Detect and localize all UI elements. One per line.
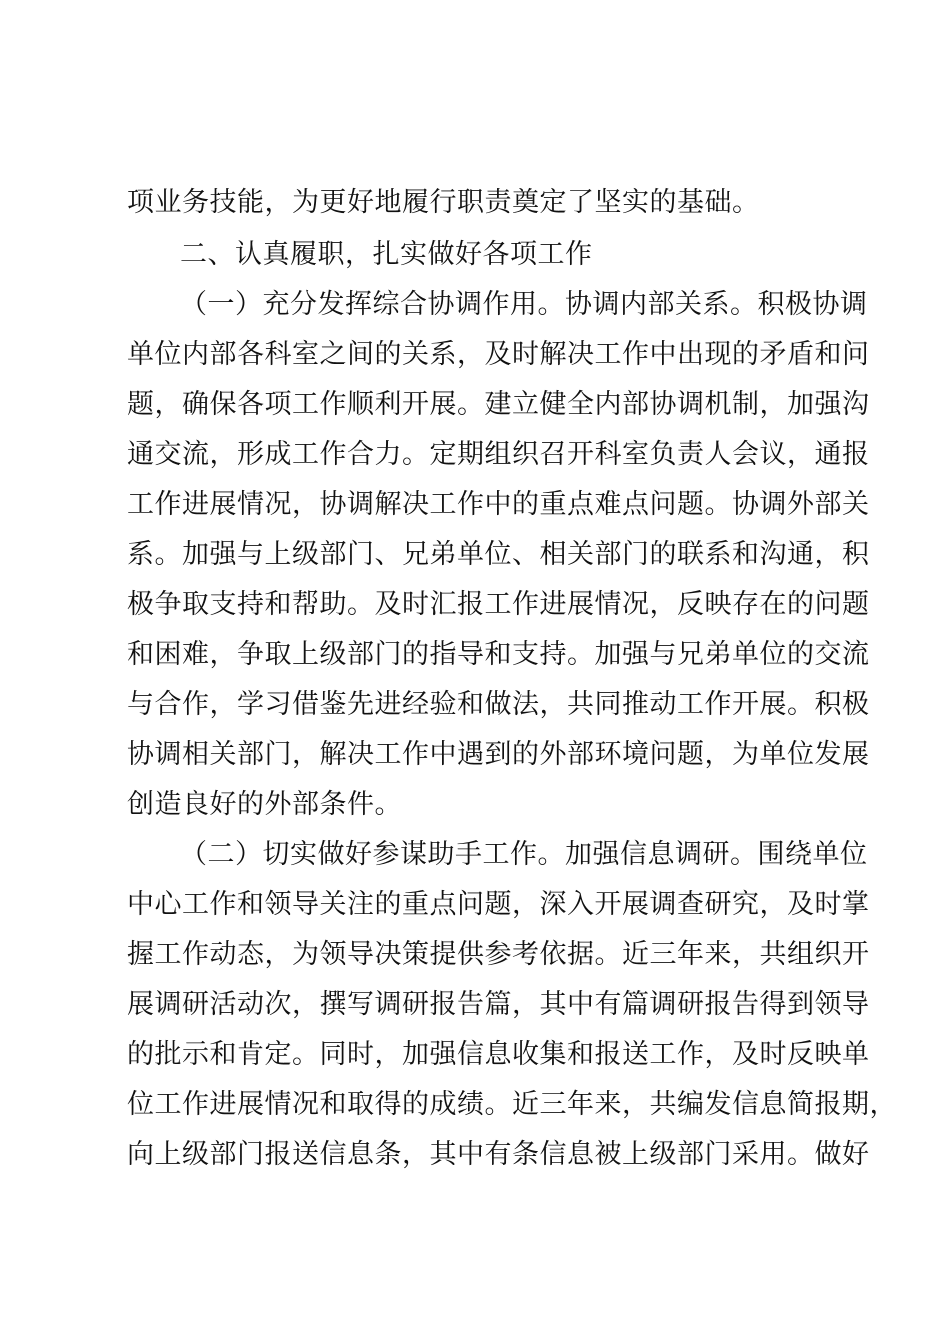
body-text-line: 极争取支持和帮助。及时汇报工作进展情况，反映存在的问题 xyxy=(127,589,870,620)
body-text-line: 的批示和肯定。同时，加强信息收集和报送工作，及时反映单 xyxy=(127,1039,870,1070)
section-heading: 二、认真履职，扎实做好各项工作 xyxy=(180,239,593,270)
body-text-line: 单位内部各科室之间的关系，及时解决工作中出现的矛盾和问 xyxy=(127,339,870,370)
body-text-line: 和困难，争取上级部门的指导和支持。加强与兄弟单位的交流 xyxy=(127,639,870,670)
body-text-line: 展调研活动次，撰写调研报告篇，其中有篇调研报告得到领导 xyxy=(127,989,870,1020)
body-text-line: 题，确保各项工作顺利开展。建立健全内部协调机制，加强沟 xyxy=(127,389,870,420)
body-text-line: 工作进展情况，协调解决工作中的重点难点问题。协调外部关 xyxy=(127,489,870,520)
body-text-line: 通交流，形成工作合力。定期组织召开科室负责人会议，通报 xyxy=(127,439,870,470)
body-text-line: 系。加强与上级部门、兄弟单位、相关部门的联系和沟通，积 xyxy=(127,539,870,570)
body-text-line: 握工作动态，为领导决策提供参考依据。近三年来，共组织开 xyxy=(127,939,870,970)
body-text-line: 创造良好的外部条件。 xyxy=(127,789,402,820)
body-text-line: 项业务技能，为更好地履行职责奠定了坚实的基础。 xyxy=(127,187,760,218)
body-text-line: 位工作进展情况和取得的成绩。近三年来，共编发信息简报期， xyxy=(127,1089,897,1120)
body-text-line: 与合作，学习借鉴先进经验和做法，共同推动工作开展。积极 xyxy=(127,689,870,720)
body-text-line: 中心工作和领导关注的重点问题，深入开展调查研究，及时掌 xyxy=(127,889,870,920)
subsection-heading-line: （二）切实做好参谋助手工作。加强信息调研。围绕单位 xyxy=(180,839,868,870)
subsection-heading-line: （一）充分发挥综合协调作用。协调内部关系。积极协调 xyxy=(180,289,868,320)
body-text-line: 向上级部门报送信息条，其中有条信息被上级部门采用。做好 xyxy=(127,1139,870,1170)
body-text-line: 协调相关部门，解决工作中遇到的外部环境问题，为单位发展 xyxy=(127,739,870,770)
